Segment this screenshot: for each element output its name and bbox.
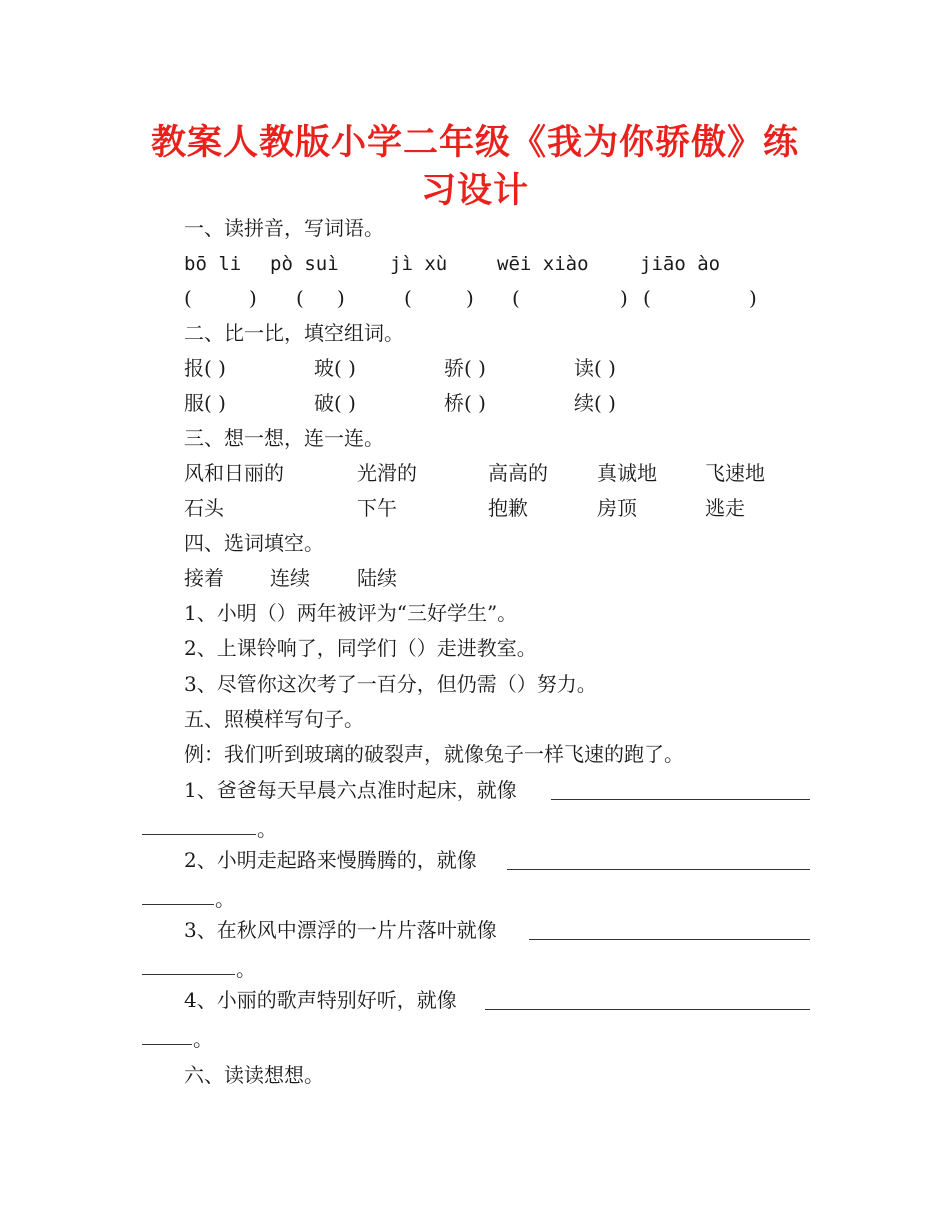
word-choice: 陆续 [357,566,397,590]
answer-line[interactable] [551,799,810,800]
sentence-prompt-3: 3、在秋风中漂浮的一片片落叶就像 [184,918,497,942]
match-right-item[interactable]: 逃走 [705,496,745,520]
answer-line[interactable] [485,1009,810,1010]
fill-question-2[interactable]: 2、上课铃响了，同学们（）走进教室。 [184,636,537,660]
match-right-item[interactable]: 石头 [184,496,224,520]
answer-line[interactable] [529,939,810,940]
match-left-item[interactable]: 高高的 [488,461,548,485]
page-title-line-2: 习设计 [420,171,529,211]
period-mark: 。 [215,887,235,911]
answer-bracket-open[interactable]: ( [512,286,520,310]
match-left-item[interactable]: 光滑的 [357,461,417,485]
example-sentence: 例：我们听到玻璃的破裂声，就像兔子一样飞速的跑了。 [184,742,684,766]
pinyin-4: wēi xiào [497,253,589,275]
compare-item[interactable]: 玻( ) [314,356,356,380]
compare-item[interactable]: 续( ) [574,391,616,415]
answer-bracket-open[interactable]: ( [643,286,651,310]
period-mark: 。 [257,817,277,841]
answer-bracket-close[interactable]: ) [620,286,628,310]
fill-question-3[interactable]: 3、尽管你这次考了一百分，但仍需（）努力。 [184,672,597,696]
compare-item[interactable]: 桥( ) [444,391,486,415]
match-right-item[interactable]: 房顶 [597,496,637,520]
word-choice: 连续 [270,566,310,590]
compare-item[interactable]: 骄( ) [444,356,486,380]
section-4-heading: 四、选词填空。 [184,531,324,555]
answer-bracket-close[interactable]: ) [249,286,257,310]
page-title-line-1: 教案人教版小学二年级《我为你骄傲》练 [150,123,799,163]
section-6-heading: 六、读读想想。 [184,1063,324,1087]
answer-line[interactable] [142,834,256,835]
answer-bracket-open[interactable]: ( [184,286,192,310]
answer-bracket-close[interactable]: ) [749,286,757,310]
section-2-heading: 二、比一比，填空组词。 [184,321,404,345]
answer-line[interactable] [142,974,235,975]
answer-line[interactable] [142,1044,192,1045]
compare-item[interactable]: 报( ) [184,356,226,380]
section-5-heading: 五、照模样写句子。 [184,707,364,731]
period-mark: 。 [193,1027,213,1051]
period-mark: 。 [236,957,256,981]
compare-item[interactable]: 读( ) [574,356,616,380]
section-1-heading: 一、读拼音，写词语。 [184,216,384,240]
fill-question-1[interactable]: 1、小明（）两年被评为“三好学生”。 [184,601,518,625]
compare-item[interactable]: 破( ) [314,391,356,415]
answer-bracket-close[interactable]: ) [466,286,474,310]
answer-bracket-open[interactable]: ( [296,286,304,310]
answer-line[interactable] [507,869,810,870]
pinyin-3: jì xù [390,253,448,275]
answer-bracket-close[interactable]: ) [337,286,345,310]
sentence-prompt-1: 1、爸爸每天早晨六点准时起床，就像 [184,778,517,802]
word-choice: 接着 [184,566,224,590]
pinyin-2: pò suì [270,253,339,275]
section-3-heading: 三、想一想，连一连。 [184,426,384,450]
sentence-prompt-2: 2、小明走起路来慢腾腾的，就像 [184,848,477,872]
match-right-item[interactable]: 抱歉 [488,496,528,520]
compare-item[interactable]: 服( ) [184,391,226,415]
pinyin-1: bō li [184,253,242,275]
pinyin-5: jiāo ào [640,253,721,275]
match-left-item[interactable]: 风和日丽的 [184,461,284,485]
match-right-item[interactable]: 下午 [357,496,397,520]
match-left-item[interactable]: 真诚地 [597,461,657,485]
answer-line[interactable] [142,904,214,905]
match-left-item[interactable]: 飞速地 [705,461,765,485]
answer-bracket-open[interactable]: ( [404,286,412,310]
sentence-prompt-4: 4、小丽的歌声特别好听，就像 [184,988,457,1012]
